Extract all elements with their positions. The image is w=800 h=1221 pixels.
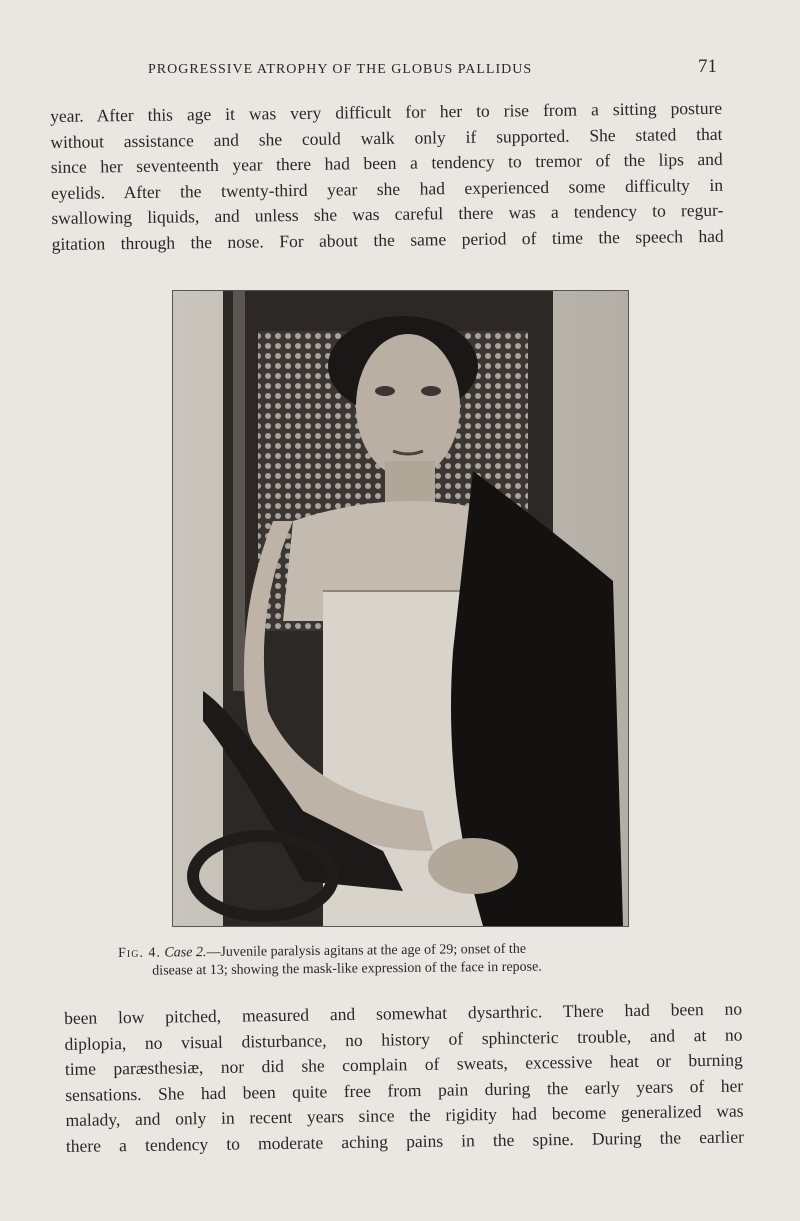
text-line: eyelids. After the twenty-third year she had experienced some difficulty in [50, 174, 724, 203]
text-line: since her seventeenth year there had been a tendency to tremor of the lips and [50, 148, 723, 177]
text-line: malady, and only in recent years since the rigidity had become generalized was [65, 1100, 744, 1130]
text-line: without assistance and she could walk only if supported. She stated that [50, 123, 723, 152]
text-line: gitation through the nose. For about the same period of time the speech had [51, 225, 724, 254]
page-number: 71 [698, 56, 717, 77]
photograph-illustration [173, 291, 628, 926]
figure-label: Fig. 4. [118, 945, 162, 961]
paragraph-top [50, 96, 724, 257]
running-title: PROGRESSIVE ATROPHY OF THE GLOBUS PALLIDUS [148, 62, 533, 77]
text-line: been low pitched, measured and somewhat dysarthric. There had been no [64, 998, 743, 1028]
figure-caption [118, 939, 698, 981]
caption-line: disease at 13; showing the mask-like expression of the face in repose. [152, 959, 542, 979]
text-line: diplopia, no visual disturbance, no history of sphincteric trouble, and at no [64, 1024, 743, 1054]
text-line: there a tendency to moderate aching pains in the spine. During the earlier [65, 1126, 745, 1156]
paragraph-bottom [64, 997, 744, 1159]
case-label: Case 2. [164, 945, 207, 961]
text-line: year. After this age it was very difficult for her to rise from a sitting posture [50, 97, 723, 126]
text-line: sensations. She had been quite free from pain during the early years of her [65, 1075, 744, 1105]
text-line: time paræsthesiæ, nor did she complain of sweats, excessive heat or burning [64, 1049, 743, 1079]
patient-photograph [172, 290, 629, 927]
caption-text: —Juvenile paralysis agitans at the age of 29; onset of the [206, 941, 527, 961]
text-line: swallowing liquids, and unless she was careful there was a tendency to regur- [51, 199, 724, 228]
